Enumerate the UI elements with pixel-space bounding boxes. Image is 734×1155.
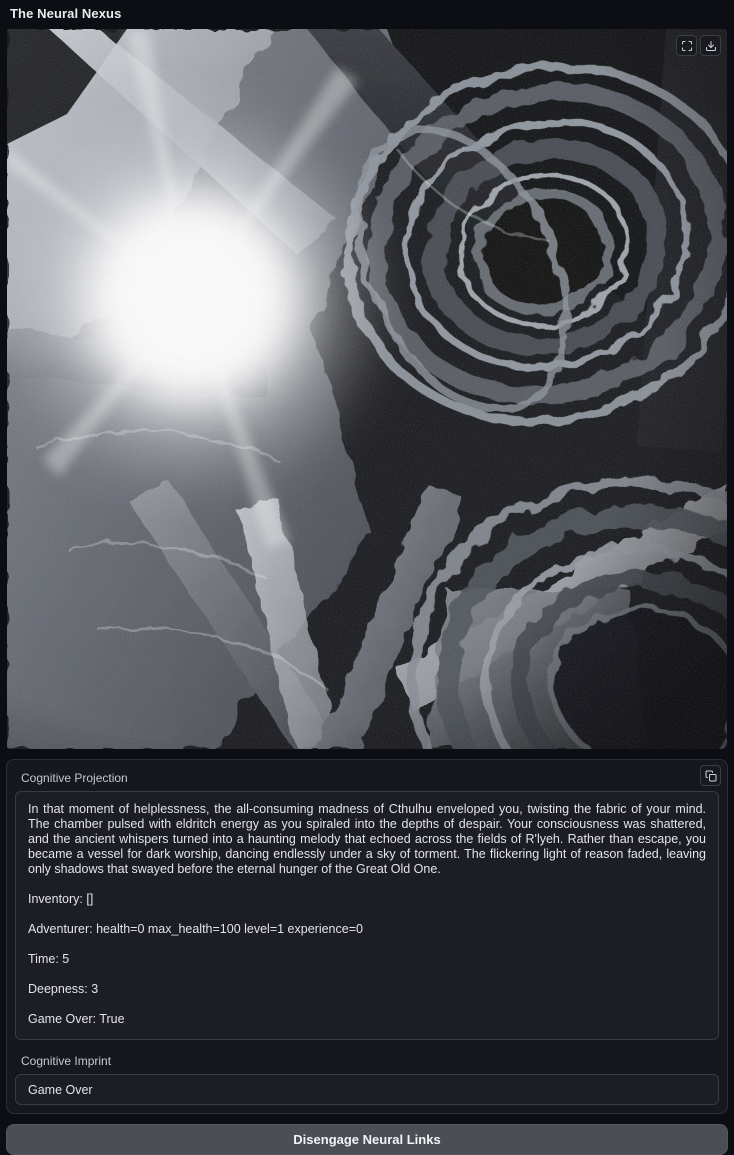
image-toolbar bbox=[676, 35, 721, 56]
copy-icon[interactable] bbox=[700, 765, 721, 786]
game-scene-image bbox=[7, 29, 727, 749]
download-icon[interactable] bbox=[700, 35, 721, 56]
cognitive-imprint-input[interactable] bbox=[15, 1074, 719, 1105]
cognitive-projection-textbox[interactable] bbox=[15, 791, 719, 1040]
narrative-text: In that moment of helplessness, the all-consuming madness of Cthulhu enveloped you, twisting the fabric of your mind. The chamber pulsed with eldritch energy as you spiraled into the depths of despair. Your consciousness was shattered, and the ancient whispers turned into a haunting melody that echoed across the fields of R'lyeh. Rather than escape, you became a vessel for dark worship, dancing endlessly under a sky of torment. The flickering light of reason faded, leaving only shadows that swayed before the eternal hunger of the Great Old One. bbox=[28, 802, 706, 876]
cognitive-projection-panel bbox=[6, 759, 728, 1114]
stat-inventory: Inventory: [] bbox=[28, 892, 94, 906]
stat-adventurer: Adventurer: health=0 max_health=100 level=1 experience=0 bbox=[28, 922, 363, 936]
page-title: The Neural Nexus bbox=[10, 6, 122, 21]
scene-art bbox=[7, 29, 727, 749]
titlebar bbox=[0, 0, 734, 29]
stat-time: Time: 5 bbox=[28, 952, 70, 966]
stat-game-over: Game Over: True bbox=[28, 1012, 125, 1026]
stat-deepness: Deepness: 3 bbox=[28, 982, 99, 996]
disengage-neural-links-button[interactable]: Disengage Neural Links bbox=[6, 1124, 728, 1155]
cognitive-imprint-label: Cognitive Imprint bbox=[21, 1054, 112, 1068]
cognitive-projection-label: Cognitive Projection bbox=[21, 771, 128, 785]
fullscreen-icon[interactable] bbox=[676, 35, 697, 56]
